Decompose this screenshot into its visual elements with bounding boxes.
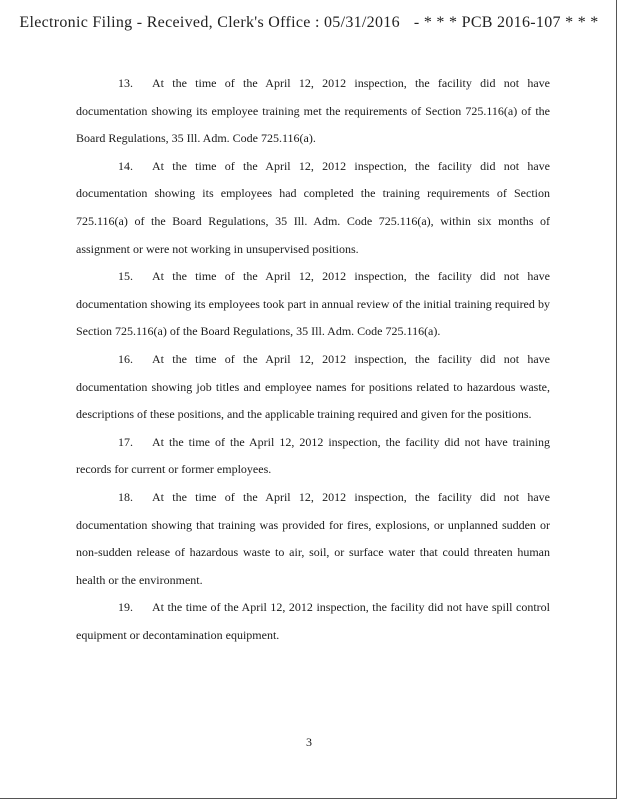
paragraph-text: At the time of the April 12, 2012 inspection, the facility did not have documentation showing its employee training met the requirements of Section 725.116(a) of the Board Regulations, 35 Ill. Adm. Code 725.116(a). — [76, 76, 550, 146]
paragraph-19 — [76, 594, 550, 649]
paragraph-text: At the time of the April 12, 2012 inspection, the facility did not have documentation showing its employees took part in annual review of the initial training required by Section 725.116(a) of the Board Regulations, 35 Ill. Adm. Code 725.116(a). — [76, 269, 550, 339]
page-number: 3 — [306, 735, 312, 749]
paragraph-text: At the time of the April 12, 2012 inspection, the facility did not have spill control equipment or decontamination equipment. — [76, 600, 550, 642]
paragraph-18 — [76, 484, 550, 594]
paragraph-14 — [76, 153, 550, 263]
paragraph-number: 15. — [118, 269, 133, 284]
filing-stamp: Electronic Filing - Received, Clerk's Office : 05/31/2016 — [19, 14, 400, 31]
paragraph-17 — [76, 429, 550, 484]
paragraph-13 — [76, 70, 550, 153]
paragraph-number: 13. — [118, 76, 133, 90]
filing-header — [0, 14, 618, 32]
paragraph-text: At the time of the April 12, 2012 inspection, the facility did not have documentation showing its employees had completed the training requirements of Section 725.116(a) of the Board Regulations, 35 Ill. Adm. Code 725.116(a), within six months of assignment or were not working in unsupervised positions. — [76, 158, 550, 256]
paragraph-15 — [76, 263, 550, 346]
paragraph-text: At the time of the April 12, 2012 inspection, the facility did not have training records for current or former employees. — [76, 434, 550, 477]
paragraph-number: 14. — [118, 158, 133, 173]
paragraph-16 — [76, 346, 550, 429]
case-number: - * * * PCB 2016-107 * * * — [413, 14, 599, 31]
document-body — [76, 70, 550, 649]
paragraph-number: 17. — [118, 434, 133, 449]
paragraph-text: At the time of the April 12, 2012 inspection, the facility did not have documentation showing that training was provided for fires, explosions, or unplanned sudden or non-sudden release of hazardous waste to air, soil, or surface water that could threaten human health or the environment. — [76, 489, 550, 587]
paragraph-number: 18. — [118, 489, 133, 504]
paragraph-text: At the time of the April 12, 2012 inspection, the facility did not have documentation showing job titles and employee names for positions related to hazardous waste, descriptions of these positions, and the applicable training required and given for the positions. — [76, 351, 550, 422]
paragraph-number: 16. — [118, 351, 133, 366]
paragraph-number: 19. — [118, 600, 133, 615]
